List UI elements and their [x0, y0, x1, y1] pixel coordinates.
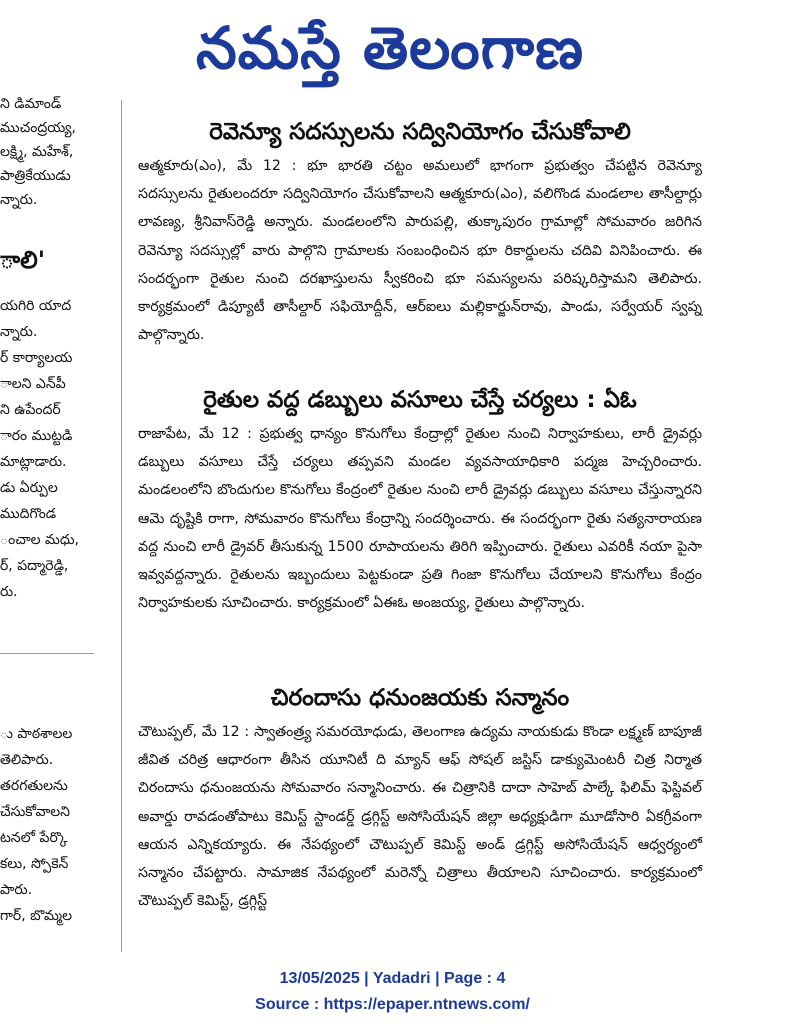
left-line: ని డిమాండ్ [0, 96, 62, 112]
footer-source-link[interactable]: Source : https://epaper.ntnews.com/ [255, 996, 530, 1013]
left-line: యగిరి యాద [0, 298, 72, 314]
left-line: లక్ష్మి, మహేశ్, [0, 144, 74, 160]
left-line: తెలిపారు. [0, 752, 54, 768]
left-line: పాత్రికేయుడు [0, 168, 71, 184]
article-revenue-sadassulu [138, 112, 702, 349]
left-line: గార్, బొమ్మల [0, 908, 72, 924]
column-divider [121, 100, 122, 952]
left-line: ర్ కార్యాలయ [0, 350, 73, 366]
left-line: టనలో పేర్కొ [0, 830, 68, 846]
left-line: కలు, స్పోకెన్ [0, 856, 69, 872]
left-line: ు పాఠశాలల [0, 726, 73, 742]
left-line: రు. [0, 584, 18, 600]
article-felicitation [138, 678, 702, 915]
left-line: ాలని ఎన్‌పీ [0, 376, 66, 392]
left-line: తరగతులను [0, 778, 68, 794]
left-line: న్నారు. [0, 192, 38, 208]
left-line: ారం ముట్టడి [0, 428, 73, 444]
left-heading-fragment: ాలి' [0, 246, 46, 274]
left-line: ముదిగొండ [0, 506, 57, 522]
article-headline: రెవెన్యూ సదస్సులను సద్వినియోగం చేసుకోవాలి [209, 119, 631, 145]
footer-date-edition: 13/05/2025 | Yadadri | Page : 4 [279, 970, 506, 987]
left-line: పారు. [0, 882, 33, 898]
left-section-divider [0, 653, 94, 654]
left-line: చేసుకోవాలని [0, 804, 70, 820]
article-body: రాజాపేట, మే 12 : ప్రభుత్వ ధాన్యం కొనుగోలు కేంద్రాల్లో రైతుల నుంచి నిర్వాహకులు, లారీ డ్రైవర్లు డబ్బులు వసూలు చేస్తే చర్యలు తప్పవని మండల వ్యవసాయాధికారి పద్మజ హెచ్చరించారు. మండలంలోని బొందుగుల కొనుగోలు కేంద్రంలో రైతుల నుంచి లారీ డ్రైవర్లు డబ్బులు వసూలు చేస్తున్నారని ఆమె దృష్టికి రాగా, సోమవారం కొనుగోలు కేంద్రాన్ని సందర్శించారు. ఈ సందర్భంగా రైతు సత్యనారాయణ వద్ద నుంచి లారీ డ్రైవర్ తీసుకున్న 1500 రూపాయలను తిరిగి ఇప్పించారు. రైతులు ఎవరికీ నయా పైసా ఇవ్వవద్దన్నారు. రైతులను ఇబ్బందులు పెట్టకుండా ప్రతి గింజా కొనుగోలు చేయాలని కొనుగోలు కేంద్రం నిర్వాహకులకు సూచించారు. కార్యక్రమంలో ఏఈఓ అంజయ్య, రైతులు పాల్గొన్నారు. [138, 426, 702, 612]
left-line: న్నారు. [0, 324, 38, 340]
left-line: ని ఉపేందర్ [0, 402, 61, 418]
article-body: ఆత్మకూరు(ఎం), మే 12 : భూ భారతి చట్టం అమలులో భాగంగా ప్రభుత్వం చేపట్టిన రెవెన్యూ సదస్సులను రైతులందరూ సద్వినియోగం చేసుకోవాలని ఆత్మకూరు(ఎం), వలిగొండ మండలాల తాసీల్దార్లు లావణ్య, శ్రీనివాస్‌రెడ్డి అన్నారు. మండలంలోని పారుపల్లి, తుక్కాపురం గ్రామాల్లో సోమవారం జరిగిన రెవెన్యూ సదస్సుల్లో వారు పాల్గొని గ్రామాలకు సంబంధించిన భూ రికార్డులను చదివి వినిపించారు. ఈ సందర్భంగా రైతుల నుంచి దరఖాస్తులను స్వీకరించి భూ సమస్యలను పరిష్కరిస్తామని తెలిపారు. కార్యక్రమంలో డిప్యూటీ తాసీల్దార్ సఫియోద్దీన్, ఆర్‌ఐలు మల్లికార్జున్‌రావు, పాండు, సర్వేయర్ స్వప్న పాల్గొన్నారు. [138, 158, 702, 344]
masthead-logo: నమస్తే తెలంగాణ [196, 14, 584, 82]
left-line: ంచాల మధు, [0, 532, 79, 548]
page-footer [0, 966, 785, 1018]
left-line: డు ఏర్పుల [0, 480, 58, 496]
left-line: మాట్లాడారు. [0, 454, 67, 470]
left-line: ముచంద్రయ్య, [0, 120, 76, 136]
article-headline: చిరందాసు ధనుంజయకు సన్మానం [270, 685, 570, 711]
article-body: చౌటుప్పల్, మే 12 : స్వాతంత్ర్య సమరయోధుడు, తెలంగాణ ఉద్యమ నాయకుడు కొండా లక్ష్మణ్ బాపూజీ జీవిత చరిత్ర ఆధారంగా తీసిన యూనిటీ ది మ్యాన్ ఆఫ్ సోషల్ జస్టిస్ డాక్యుమెంటరీ చిత్ర నిర్మాత చిరందాసు ధనుంజయను సోమవారం సన్మానించారు. ఈ చిత్రానికి దాదా సాహెబ్ పాల్కే ఫిలిమ్ ఫెస్టివల్ అవార్డు రావడంతోపాటు కెమిస్ట్ స్టాండర్డ్ డ్రగ్గిస్ట్ అసోసియేషన్ జిల్లా అధ్యక్షుడిగా మూడోసారి ఏకగ్రీవంగా ఆయన ఎన్నికయ్యారు. ఈ నేపథ్యంలో చౌటుప్పల్ కెమిస్ట్ అండ్ డ్రగ్గిస్ట్ అసోసియేషన్ ఆధ్వర్యంలో సన్మానం చేపట్టారు. సామాజిక నేపథ్యంలో మరెన్నో చిత్రాలు తీయాలని సూచించారు. కార్యక్రమంలో చౌటుప్పల్ కెమిస్ట్, డ్రగ్గిస్ట్ [138, 724, 702, 910]
article-farmers-money [138, 380, 702, 617]
article-headline: రైతుల వద్ద డబ్బులు వసూలు చేస్తే చర్యలు : ఏఓ [203, 387, 637, 413]
left-column-fragment [0, 92, 118, 952]
left-line: ర్, పద్మారెడ్డి, [0, 558, 69, 574]
